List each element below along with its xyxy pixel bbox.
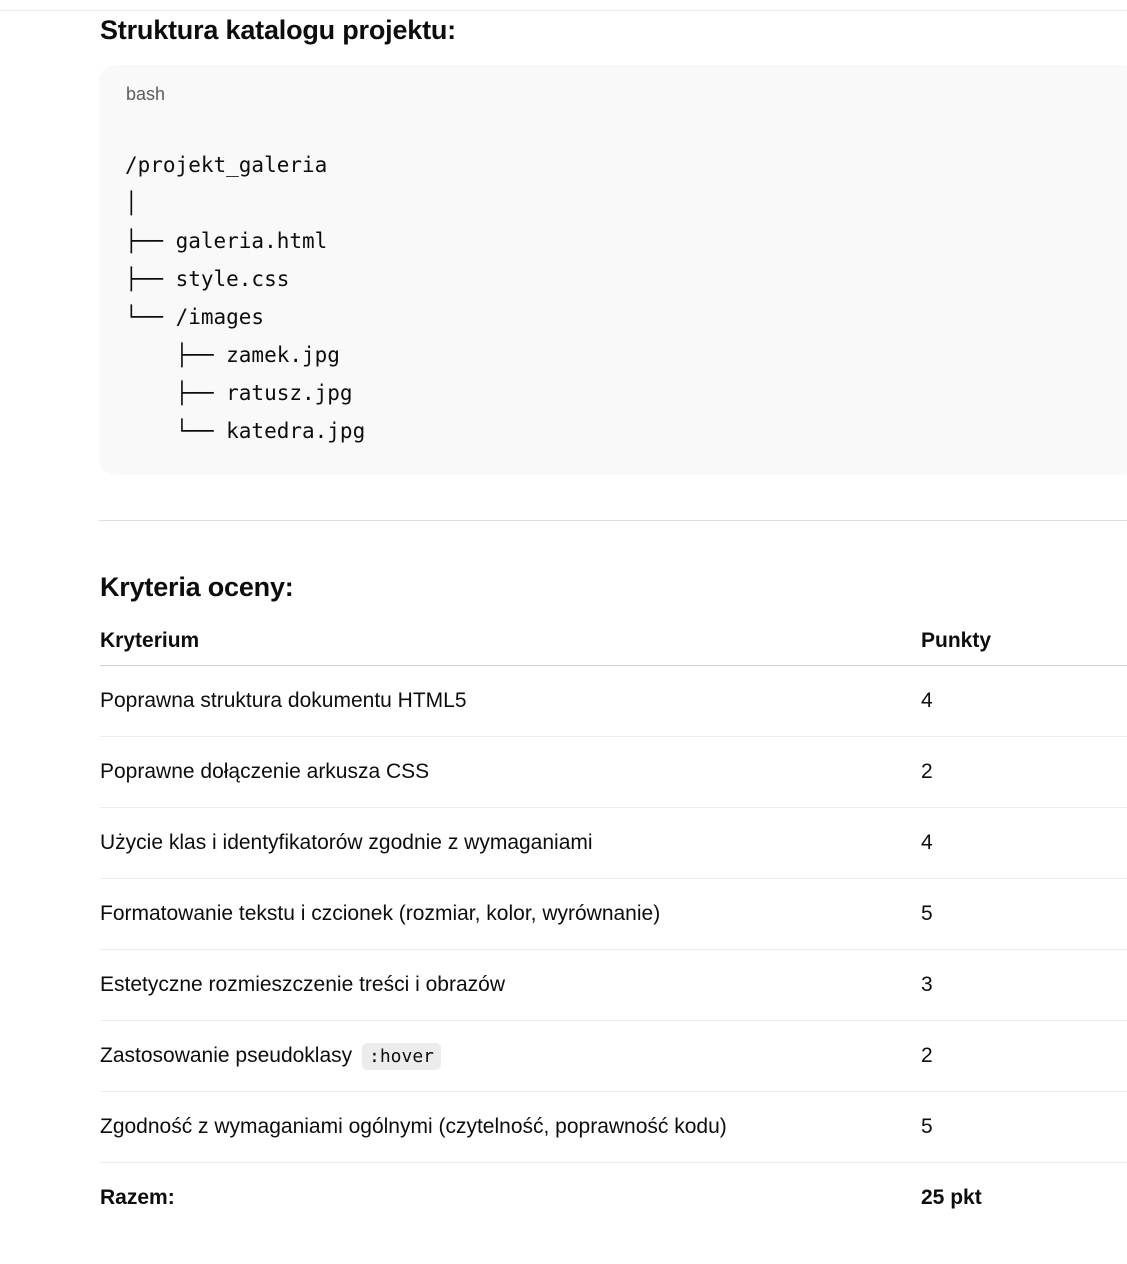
- table-header-row: [100, 617, 1127, 666]
- code-line: │: [125, 191, 138, 215]
- table-row: [100, 1021, 1127, 1092]
- table-row: [100, 666, 1127, 737]
- code-language-label: bash: [126, 84, 166, 104]
- code-line: ├── zamek.jpg: [125, 343, 340, 367]
- points-cell: 5: [921, 879, 1127, 950]
- total-points: 25 pkt: [921, 1186, 982, 1209]
- total-row: [100, 1163, 1127, 1234]
- points-cell: 2: [921, 737, 1127, 808]
- table-row: [100, 1092, 1127, 1163]
- code-line: ├── style.css: [125, 267, 290, 291]
- points-cell: 4: [921, 808, 1127, 879]
- table-row: [100, 808, 1127, 879]
- code-content[interactable]: [125, 146, 365, 450]
- criterion-cell: Formatowanie tekstu i czcionek (rozmiar, kolor, wyrównanie): [100, 879, 921, 950]
- top-divider: [0, 10, 1127, 11]
- structure-heading: Struktura katalogu projektu:: [100, 15, 456, 45]
- criterion-text: Zastosowanie pseudoklasy: [100, 1044, 353, 1067]
- total-label: Razem:: [100, 1186, 175, 1209]
- criterion-cell: Użycie klas i identyfikatorów zgodnie z wymaganiami: [100, 808, 921, 879]
- code-line: ├── ratusz.jpg: [125, 381, 353, 405]
- points-cell: 4: [921, 666, 1127, 737]
- column-header-points: Punkty: [921, 617, 1127, 666]
- section-divider: [99, 520, 1127, 521]
- criterion-cell: Poprawne dołączenie arkusza CSS: [100, 737, 921, 808]
- code-line: ├── galeria.html: [125, 229, 328, 253]
- criterion-cell: Zgodność z wymaganiami ogólnymi (czytelność, poprawność kodu): [100, 1092, 921, 1163]
- criteria-table: [100, 617, 1127, 1233]
- points-cell: 5: [921, 1092, 1127, 1163]
- code-line: └── /images: [125, 305, 265, 329]
- inline-code-hover: :hover: [362, 1043, 441, 1070]
- points-cell: 3: [921, 950, 1127, 1021]
- criterion-cell: [100, 1021, 921, 1092]
- table-row: [100, 737, 1127, 808]
- table-row: [100, 950, 1127, 1021]
- criteria-heading: Kryteria oceny:: [100, 572, 294, 602]
- code-line: └── katedra.jpg: [125, 419, 366, 443]
- points-cell: 2: [921, 1021, 1127, 1092]
- code-line: /projekt_galeria: [125, 153, 328, 177]
- column-header-criterion: Kryterium: [100, 617, 921, 666]
- criterion-cell: Estetyczne rozmieszczenie treści i obrazów: [100, 950, 921, 1021]
- criterion-cell: Poprawna struktura dokumentu HTML5: [100, 666, 921, 737]
- table-row: [100, 879, 1127, 950]
